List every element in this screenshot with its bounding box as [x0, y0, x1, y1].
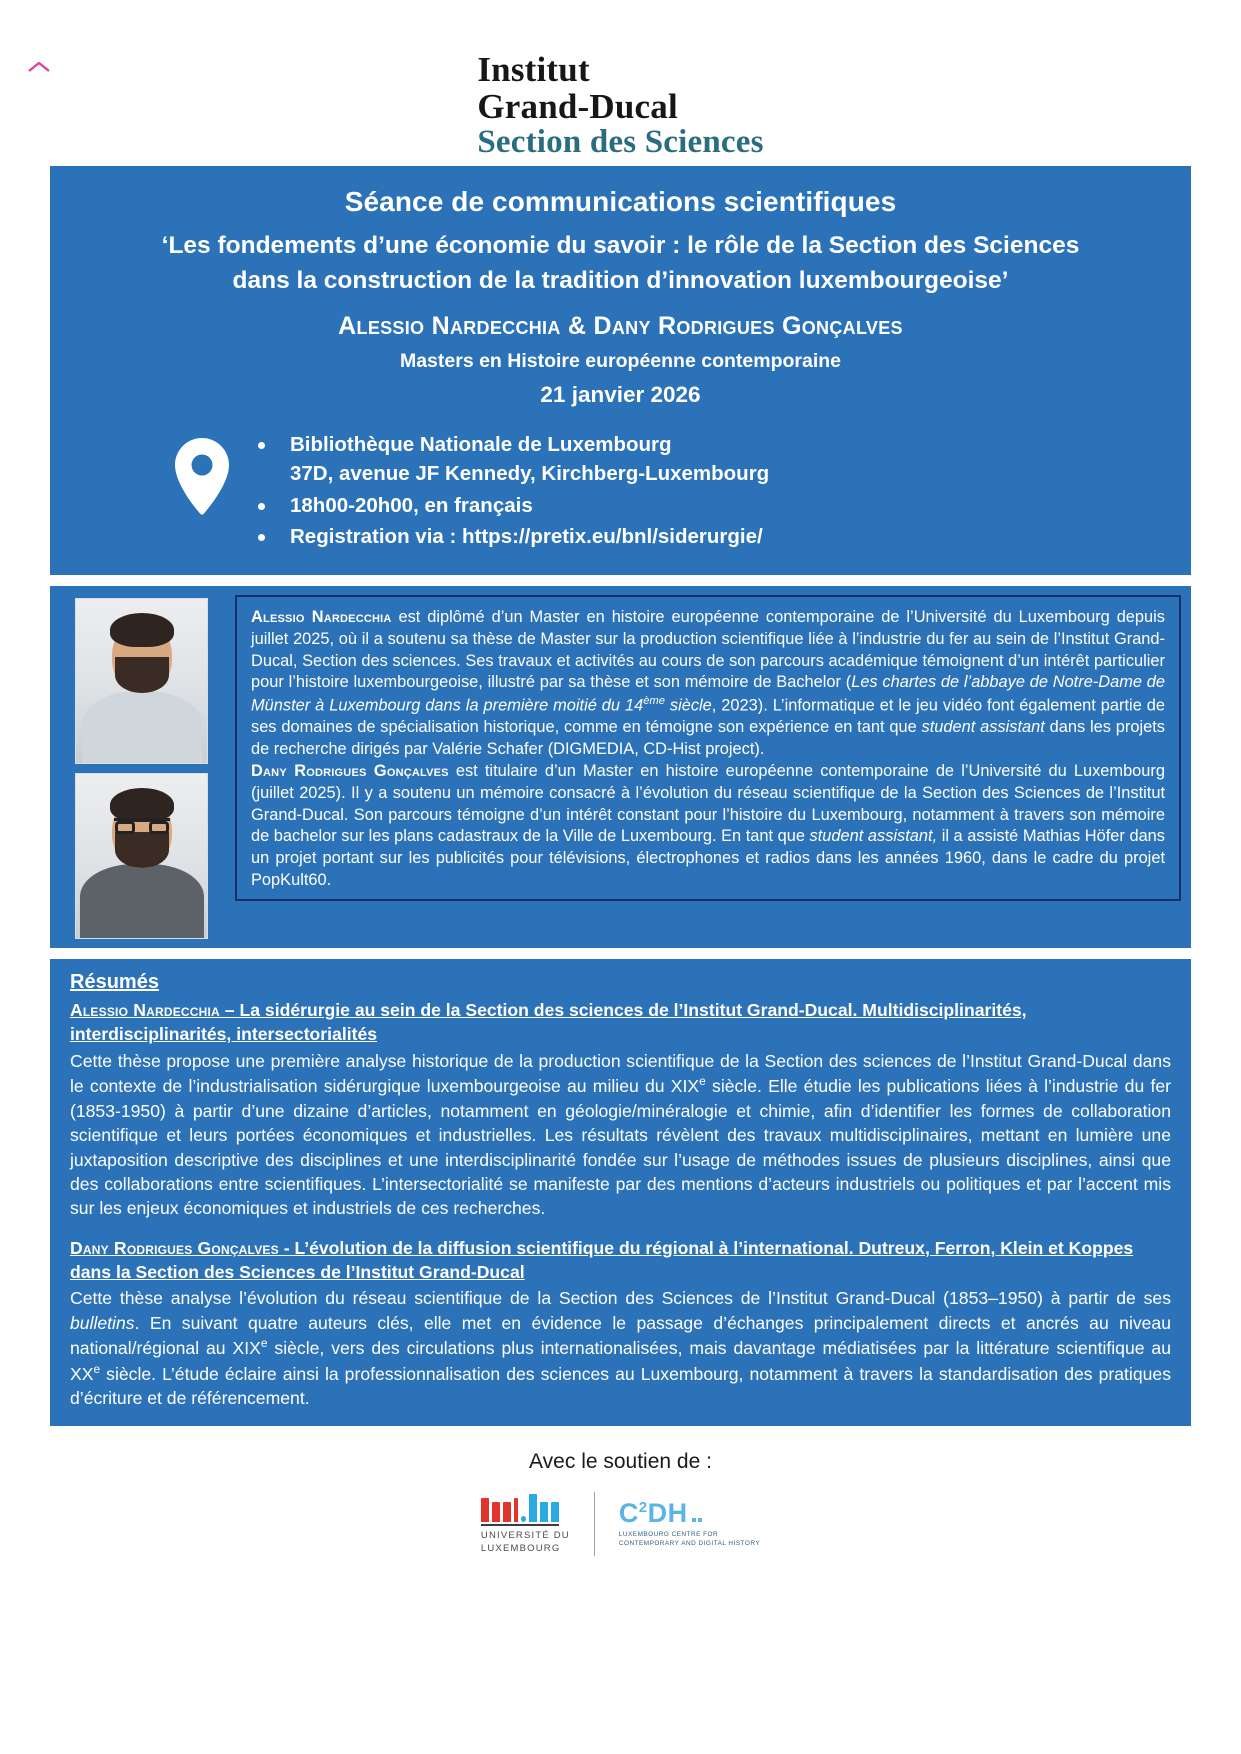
c2dh-dots-icon [692, 1500, 704, 1527]
event-title-panel [50, 166, 1191, 575]
resume1-body-a: Cette thèse propose une première analyse historique de la production scientifique de la Section des sciences de l’Institut Grand-Ducal dans le contexte de l’industrialisation sidérurgique luxembourgeoise au milieu du XIX [70, 1050, 1171, 1097]
speaker-bios-panel [50, 586, 1191, 948]
resume1-heading-text: – La sidérurgie au sein de la Section des sciences de l’Institut Grand-Ducal. Multidisciplinarités, interdisciplinarités, intersectorialités [70, 1000, 1027, 1045]
resume2-sup-c: e [93, 1361, 101, 1376]
bio-paragraph-nardecchia [251, 607, 1165, 760]
institut-grand-ducal-logo [0, 0, 1241, 166]
bio2-part-b: il a assisté Mathias Höfer dans un projet portant sur les publicités pour télévisions, électrophones et radios dans les années 1960, dans le cadre du projet PopKult60. [251, 827, 1165, 889]
bio1-italic-thesis: Les chartes de l’abbaye de Notre-Dame de Münster à Luxembourg dans la première moitié du 14 [251, 673, 1165, 715]
resume2-heading-text: - L’évolution de la diffusion scientifique du régional à l’international. Dutreux, Ferron, Klein et Koppes dans la Section des Sciences de l’Institut Grand-Ducal [70, 1237, 1134, 1282]
bio2-italic-student-assistant: student assistant, [809, 827, 938, 846]
resume2-italic-bulletins: bulletins [70, 1312, 135, 1333]
c2dh-line-2: CONTEMPORARY AND DIGITAL HISTORY [618, 1540, 761, 1548]
logo-line-section-des-sciences: Section des Sciences [477, 124, 764, 161]
bio1-part-a: est diplômé d’un Master en histoire européenne contemporaine de l’Université du Luxembourg depuis juillet 2025, où il a soutenu sa thèse de Master sur la production scientifique liée à l’industrie du fer au sein de l’Institut Grand-Ducal, Section des sciences. Ses travaux et activités au cours de son parcours académique témoignent d’un intérêt particulier pour l’histoire luxembourgeoise, illustré par sa thèse et son mémoire de Bachelor ( [251, 608, 1165, 692]
venue-address: 37D, avenue JF Kennedy, Kirchberg-Luxembourg [290, 462, 770, 486]
resume2-body-a: Cette thèse analyse l’évolution du réseau scientifique de la Section des Sciences de l’Institut Grand-Ducal (1853–1950) à partir de ses [70, 1288, 1171, 1309]
bio1-italic-thesis-end: siècle [664, 696, 712, 715]
logo-line-institut: Institut [477, 50, 590, 89]
event-title-line-1: ‘Les fondements d’une économie du savoir : le rôle de la Section des Sciences [161, 232, 1080, 260]
bio2-part-a: est titulaire d’un Master en histoire européenne contemporaine de l’Université du Luxembourg (juillet 2025). Il y a soutenu un mémoire consacré à l’évolution du réseau scientifique de la Section des Sciences de l’Institut Grand-Ducal. Son parcours témoigne d’un intérêt constant pour l’histoire du Luxembourg, notamment à travers son mémoire de bachelor sur les plans cadastraux de la Ville de Luxembourg. En tant que [251, 762, 1165, 846]
bio1-italic-sup: ème [643, 694, 665, 707]
pink-annotation-mark [28, 62, 50, 72]
event-type: Séance de communications scientifiques [344, 186, 897, 218]
avatar-dany-rodrigues-goncalves [75, 773, 208, 939]
resume2-author: Dany Rodrigues Gonçalves [70, 1237, 279, 1258]
c2dh-logo [595, 1497, 761, 1549]
resumes-panel [50, 959, 1191, 1426]
footer-support-label: Avec le soutien de : [529, 1450, 712, 1474]
unilu-line-1: UNIVERSITÉ DU [480, 1530, 570, 1542]
venue-details-list [248, 430, 1165, 553]
venue-block [76, 430, 1165, 553]
speaker-photos [60, 595, 223, 939]
bio-name-nardecchia: Alessio Nardecchia [251, 608, 392, 627]
c2dh-fullname [619, 1530, 760, 1549]
speaker-affiliation: Masters en Histoire européenne contemporaine [399, 350, 842, 373]
speaker-names: Alessio Nardecchia & Dany Rodrigues Gonçalves [338, 312, 903, 341]
bio1-part-c: dans les projets de recherche dirigés par Valérie Schafer (DIGMEDIA, CD-Hist project). [251, 718, 1165, 758]
resumes-section-title: Résumés [70, 971, 159, 994]
c2dh-c: C [618, 1497, 639, 1528]
unilu-name [481, 1530, 570, 1556]
event-title-line-2: dans la construction de la tradition d’innovation luxembourgeoise’ [232, 267, 1009, 295]
c2dh-superscript: 2 [638, 1499, 648, 1516]
venue-item-location [284, 430, 1165, 489]
resume-body-2 [70, 1286, 1171, 1410]
resume-body-1 [70, 1049, 1171, 1221]
footer-logos [0, 1492, 1241, 1556]
venue-item-registration[interactable] [284, 522, 1165, 551]
resume2-body-d: siècle. L’étude éclaire ainsi la professionnalisation des sciences au Luxembourg, notamment à travers la standardisation des pratiques d’écriture et de référencement. [70, 1363, 1171, 1408]
c2dh-dh: DH [647, 1497, 688, 1528]
c2dh-wordmark-icon [618, 1497, 760, 1528]
resume1-body-b: siècle. Elle étudie les publications liées à l’industrie du fer (1853-1950) à partir d’une dizaine d’articles, notamment en géologie/minéralogie et chimie, afin d’identifier les formes de collaboration scientifique et leurs portées économiques et industrielles. Les résultats révèlent des travaux multidisciplinaires, mettant en lumière une juxtaposition descriptive des disciplines et une interdisciplinarité fondée sur l’usage de méthodes issues de plusieurs disciplines, ainsi que des collaborations entre scientifiques. L’intersectorialité se manifeste par des mentions d’acteurs industriels ou politiques et par l’accent mis sur les enjeux économiques et industriels de ces recherches. [70, 1076, 1171, 1219]
bio-name-rodrigues: Dany Rodrigues Gonçalves [251, 762, 449, 781]
bio-paragraph-rodrigues [251, 761, 1165, 891]
venue-time: 18h00-20h00, en français [290, 493, 533, 517]
resume2-body-c: siècle, vers des circulations plus internationalisées, mais davantage médiatisées par la littérature scientifique au XX [70, 1338, 1171, 1384]
resume1-sup-a: e [699, 1074, 706, 1089]
unilu-line-2: LUXEMBOURG [480, 1543, 561, 1555]
resume1-author: Alessio Nardecchia [70, 1000, 220, 1021]
footer [0, 1436, 1241, 1556]
registration-link[interactable]: Registration via : https://pretix.eu/bnl/siderurgie/ [290, 525, 763, 549]
location-pin-icon [156, 430, 248, 520]
resume-heading-1 [70, 999, 1171, 1047]
venue-name: Bibliothèque Nationale de Luxembourg [290, 433, 672, 457]
bio1-italic-student-assistant: student assistant [921, 718, 1045, 737]
event-date: 21 janvier 2026 [540, 382, 701, 408]
bio-text-container [235, 595, 1181, 901]
resume2-sup-b: e [260, 1336, 268, 1351]
unilu-wordmark-icon [481, 1492, 559, 1526]
c2dh-line-1: LUXEMBOURG CENTRE FOR [618, 1530, 719, 1538]
logo-line-grand-ducal: Grand-Ducal [477, 86, 678, 126]
university-of-luxembourg-logo [481, 1492, 595, 1556]
bio1-part-b: , 2023). L’informatique et le jeu vidéo font également partie de ses domaines de spécialisation historique, comme en témoigne son expérience en tant que [251, 696, 1165, 737]
resume2-body-b: . En suivant quatre auteurs clés, elle met en évidence le passage d’échanges principalement directs et ancrés au niveau national/régional au XIX [70, 1312, 1171, 1359]
avatar-alessio-nardecchia [75, 598, 208, 764]
resume-heading-2 [70, 1237, 1171, 1285]
venue-item-time [284, 491, 1165, 520]
